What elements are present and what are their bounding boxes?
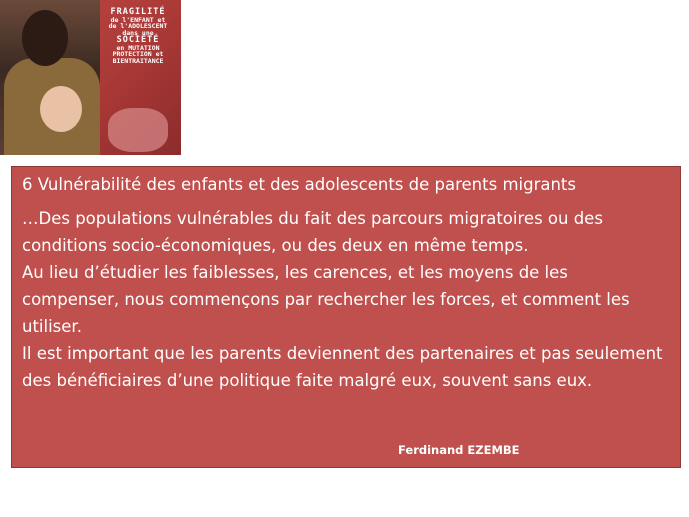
paragraph: Il est important que les parents deviennent des partenaires et pas seulement des bénéficiaires d’une politique faite malgré eux, souvent sans eux.	[22, 344, 663, 390]
cover-title-line: en MUTATION	[116, 43, 160, 52]
author-signature: Ferdinand EZEMBE	[398, 443, 520, 457]
cover-title-line: dans une	[122, 28, 154, 37]
cover-title-line: de l'ADOLESCENT	[108, 22, 168, 30]
content-panel	[11, 166, 681, 468]
cover-photo-child	[40, 86, 82, 132]
cover-photo-adult-head	[22, 10, 68, 66]
cover-title-line: de l'ENFANT et	[110, 15, 166, 24]
cover-title	[98, 8, 178, 64]
cover-title-line: BIENTRAITANCE	[112, 56, 164, 65]
cover-title-line: SOCIÉTÉ	[116, 35, 160, 45]
slide-title: 6 Vulnérabilité des enfants et des adolescents de parents migrants	[22, 175, 576, 194]
cover-title-line: PROTECTION et	[112, 50, 164, 58]
cover-photo-hand	[108, 108, 168, 152]
paragraph: …Des populations vulnérables du fait des parcours migratoires ou des conditions socio-économiques, ou des deux en même temps.	[22, 209, 603, 255]
book-cover-image	[0, 0, 181, 155]
paragraph: Au lieu d’étudier les faiblesses, les carences, et les moyens de les compenser, nous commençons par rechercher les forces, et comment les utiliser.	[22, 263, 630, 336]
cover-title-line: FRAGILITÉ	[110, 7, 166, 17]
